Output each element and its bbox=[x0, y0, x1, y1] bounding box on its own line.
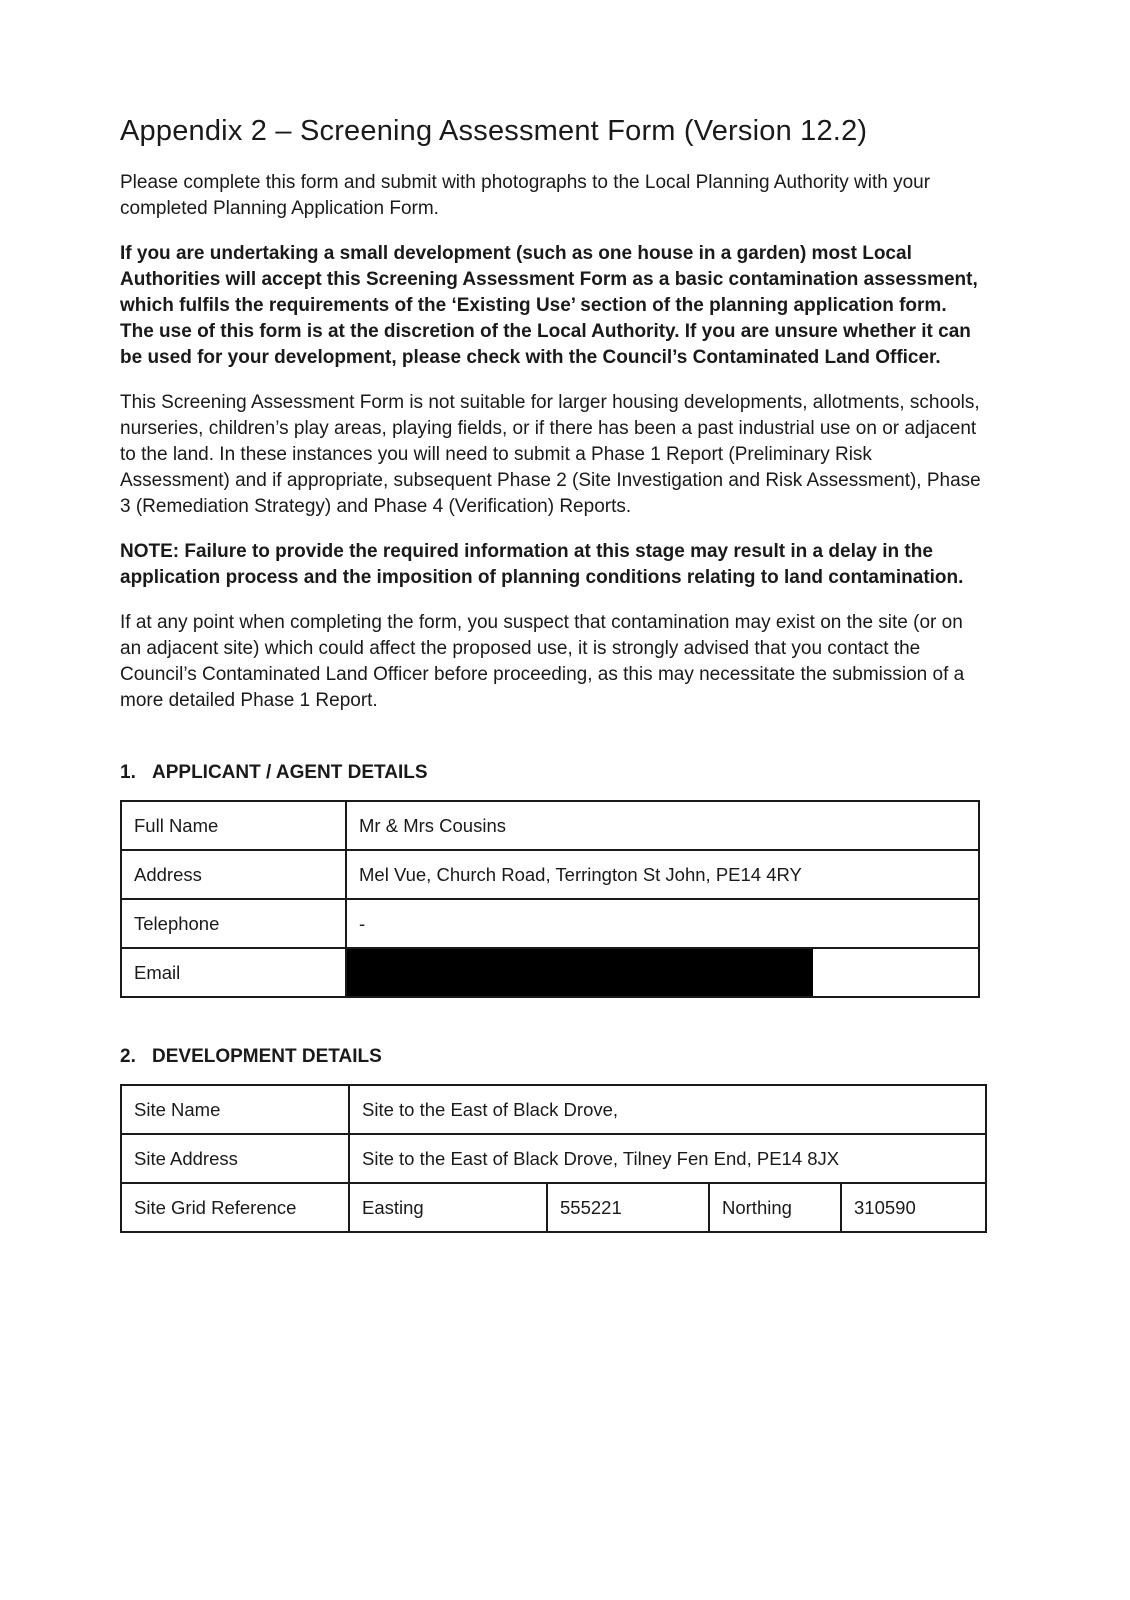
suitability-paragraph: This Screening Assessment Form is not suitable for larger housing developments, allotments, schools, nurseries, children’s play areas, playing fields, or if there has been a past industrial use on or adjacent to the land. In these instances you will need to submit a Phase 1 Report (Preliminary Risk Assessment) and if appropriate, subsequent Phase 2 (Site Investigation and Risk Assessment), Phase 3 (Remediation Strategy) and Phase 4 (Verification) Reports. bbox=[120, 392, 981, 518]
full-name-label: Full Name bbox=[121, 801, 346, 850]
email-value bbox=[346, 948, 979, 997]
email-redaction-box bbox=[346, 948, 813, 997]
page-title: Appendix 2 – Screening Assessment Form (Version 12.2) bbox=[120, 115, 868, 147]
table-row bbox=[121, 899, 979, 948]
northing-value: 310590 bbox=[841, 1183, 986, 1232]
development-details-table bbox=[120, 1084, 987, 1233]
full-name-value: Mr & Mrs Cousins bbox=[346, 801, 979, 850]
applicant-section-heading bbox=[120, 762, 985, 784]
address-label: Address bbox=[121, 850, 346, 899]
development-section-number: 2. bbox=[120, 1046, 136, 1068]
site-name-label: Site Name bbox=[121, 1085, 349, 1134]
telephone-label: Telephone bbox=[121, 899, 346, 948]
table-row bbox=[121, 948, 979, 997]
site-address-label: Site Address bbox=[121, 1134, 349, 1183]
northing-label: Northing bbox=[709, 1183, 841, 1232]
table-row bbox=[121, 1134, 986, 1183]
table-row bbox=[121, 1183, 986, 1232]
table-row bbox=[121, 801, 979, 850]
site-grid-reference-label: Site Grid Reference bbox=[121, 1183, 349, 1232]
email-label: Email bbox=[121, 948, 346, 997]
address-value: Mel Vue, Church Road, Terrington St John, PE14 4RY bbox=[346, 850, 979, 899]
development-section-heading bbox=[120, 1046, 985, 1068]
site-name-value: Site to the East of Black Drove, bbox=[349, 1085, 986, 1134]
intro-paragraph: Please complete this form and submit with photographs to the Local Planning Authority with your completed Planning Application Form. bbox=[120, 172, 931, 220]
easting-value: 555221 bbox=[547, 1183, 709, 1232]
development-section-title: DEVELOPMENT DETAILS bbox=[152, 1046, 382, 1068]
note-paragraph: NOTE: Failure to provide the required information at this stage may result in a delay in the application process and the imposition of planning conditions relating to land contamination. bbox=[120, 541, 964, 589]
applicant-details-table bbox=[120, 800, 980, 998]
easting-label: Easting bbox=[349, 1183, 547, 1232]
table-row bbox=[121, 1085, 986, 1134]
contamination-advice-paragraph: If at any point when completing the form, you suspect that contamination may exist on the site (or on an adjacent site) which could affect the proposed use, it is strongly advised that you contact the Council’s Contaminated Land Officer before proceeding, as this may necessitate the submission of a more detailed Phase 1 Report. bbox=[120, 612, 965, 712]
site-address-value: Site to the East of Black Drove, Tilney Fen End, PE14 8JX bbox=[349, 1134, 986, 1183]
table-row bbox=[121, 850, 979, 899]
telephone-value: - bbox=[346, 899, 979, 948]
small-development-paragraph: If you are undertaking a small development (such as one house in a garden) most Local Authorities will accept this Screening Assessment Form as a basic contamination assessment, which fulfils the requirements of the ‘Existing Use’ section of the planning application form. The use of this form is at the discretion of the Local Authority. If you are unsure whether it can be used for your development, please check with the Council’s Contaminated Land Officer. bbox=[120, 243, 978, 369]
applicant-section-title: APPLICANT / AGENT DETAILS bbox=[152, 762, 428, 784]
applicant-section-number: 1. bbox=[120, 762, 136, 784]
